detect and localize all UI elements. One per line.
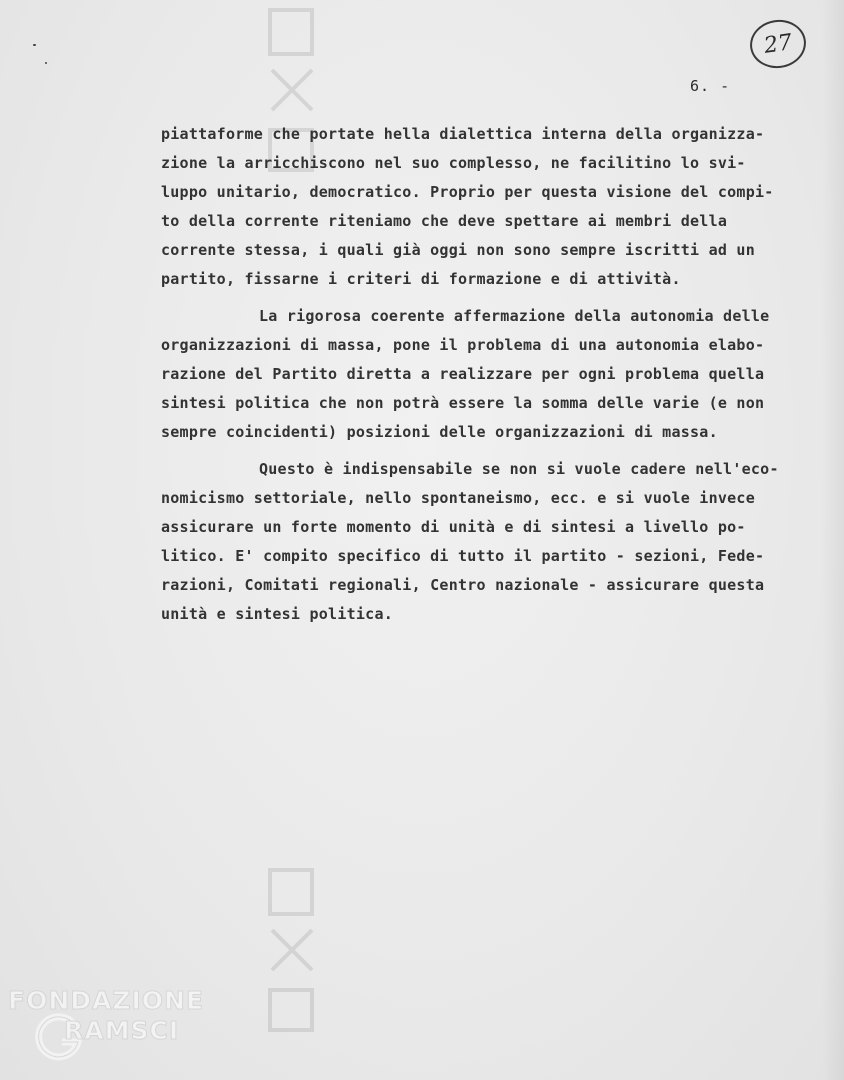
watermark-line-1: FONDAZIONE [8,986,205,1015]
text-line: to della corrente riteniamo che deve spettare ai membri della [161,212,728,230]
text-line: organizzazioni di massa, pone il problema di una autonomia elabo- [161,336,765,354]
page-stamp-number: 27 [762,29,794,59]
text-line: zione la arricchiscono nel suo complesso, ne facilitino lo svi- [161,154,746,172]
paragraph-3 [161,455,831,629]
text-line: assicurare un forte momento di unità e di sintesi a livello po- [161,518,746,536]
text-line: luppo unitario, democratico. Proprio per questa visione del compi- [161,183,774,201]
text-line: unità e sintesi politica. [161,605,394,623]
text-line: sintesi politica che non potrà essere la somma delle varie (e non [161,394,765,412]
ink-speck [33,44,36,46]
text-line: razione del Partito diretta a realizzare per ogni problema quella [161,365,765,383]
text-line: La rigorosa coerente affermazione della autonomia delle [259,307,770,325]
text-line: Questo è indispensabile se non si vuole cadere nell'eco- [259,460,779,478]
text-line: corrente stessa, i quali già oggi non sono sempre iscritti ad un [161,241,755,259]
paragraph-1 [161,120,831,294]
text-line: razioni, Comitati regionali, Centro nazionale - assicurare questa [161,576,765,594]
watermark-line-2: RAMSCI [64,1016,180,1045]
text-line: piattaforme che portate hella dialettica interna della organizza- [161,125,765,143]
text-line: partito, fissarne i criteri di formazione e di attività. [161,270,681,288]
page-marker: 6. - [690,77,731,95]
text-line: litico. E' compito specifico di tutto il partito - sezioni, Fede- [161,547,765,565]
paragraph-2 [161,302,831,447]
text-line: sempre coincidenti) posizioni delle organizzazioni di massa. [161,423,718,441]
text-line: nomicismo settoriale, nello spontaneismo, ecc. e si vuole invece [161,489,755,507]
body-text [161,120,831,629]
archive-watermark-logo [8,986,218,1076]
ink-speck [45,62,47,64]
page-stamp-circle [747,16,809,71]
